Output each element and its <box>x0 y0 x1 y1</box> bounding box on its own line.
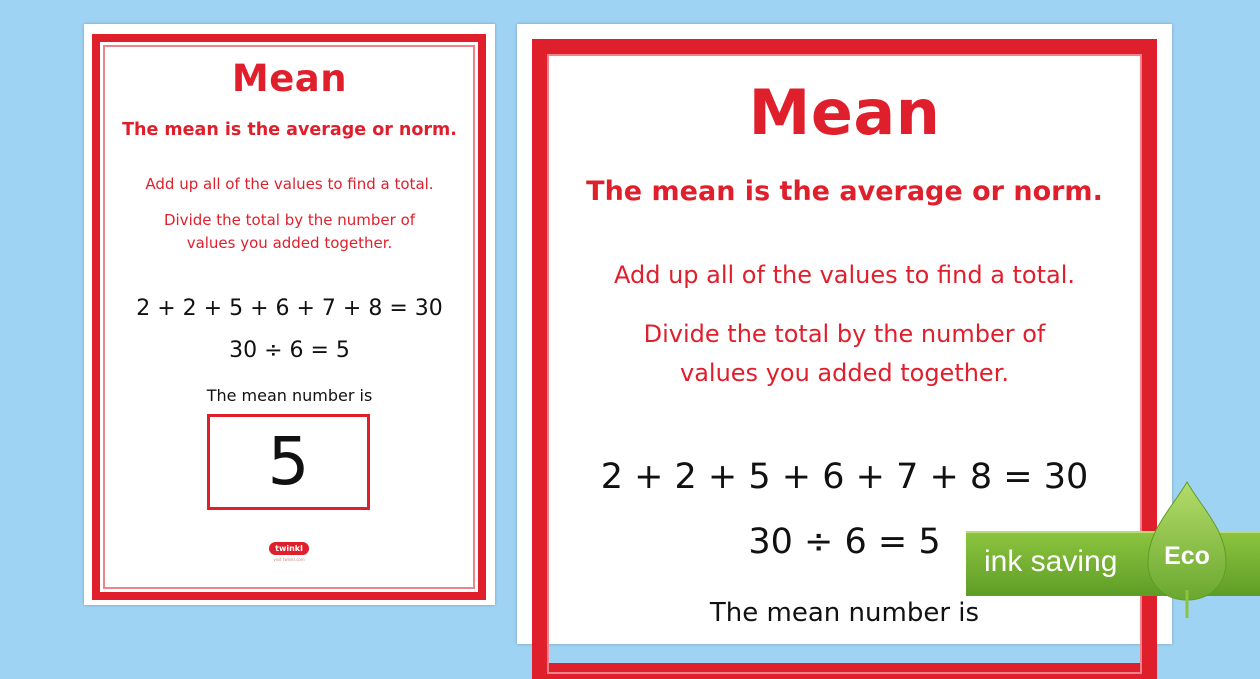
eco-label: Eco <box>1164 542 1210 570</box>
mean-definition: The mean is the average or norm. <box>586 176 1103 207</box>
step-divide-line-1: Divide the total by the number of <box>163 211 416 229</box>
step-divide-line-1: Divide the total by the number of <box>643 320 1046 348</box>
division-equation: 30 ÷ 6 = 5 <box>748 522 941 562</box>
step-add-values: Add up all of the values to find a total. <box>613 261 1076 289</box>
step-divide-line-2: values you added together. <box>186 234 393 252</box>
poster-title: Mean <box>231 57 348 100</box>
poster-title: Mean <box>748 76 941 149</box>
sum-equation: 2 + 2 + 5 + 6 + 7 + 8 = 30 <box>136 296 443 321</box>
poster-small <box>84 24 495 605</box>
logo-url: visit twinkl.com <box>273 557 305 562</box>
answer-label: The mean number is <box>206 386 373 405</box>
step-add-values: Add up all of the values to find a total. <box>145 175 434 193</box>
twinkl-logo <box>269 536 309 562</box>
ink-saving-text: ink saving <box>984 545 1118 578</box>
step-divide-line-2: values you added together. <box>680 359 1009 387</box>
logo-badge: twinkl <box>269 542 309 555</box>
answer-label: The mean number is <box>709 598 980 628</box>
mean-definition: The mean is the average or norm. <box>122 120 457 140</box>
division-equation: 30 ÷ 6 = 5 <box>229 338 350 363</box>
sum-equation: 2 + 2 + 5 + 6 + 7 + 8 = 30 <box>600 457 1089 497</box>
answer-box: 5 <box>207 414 370 510</box>
